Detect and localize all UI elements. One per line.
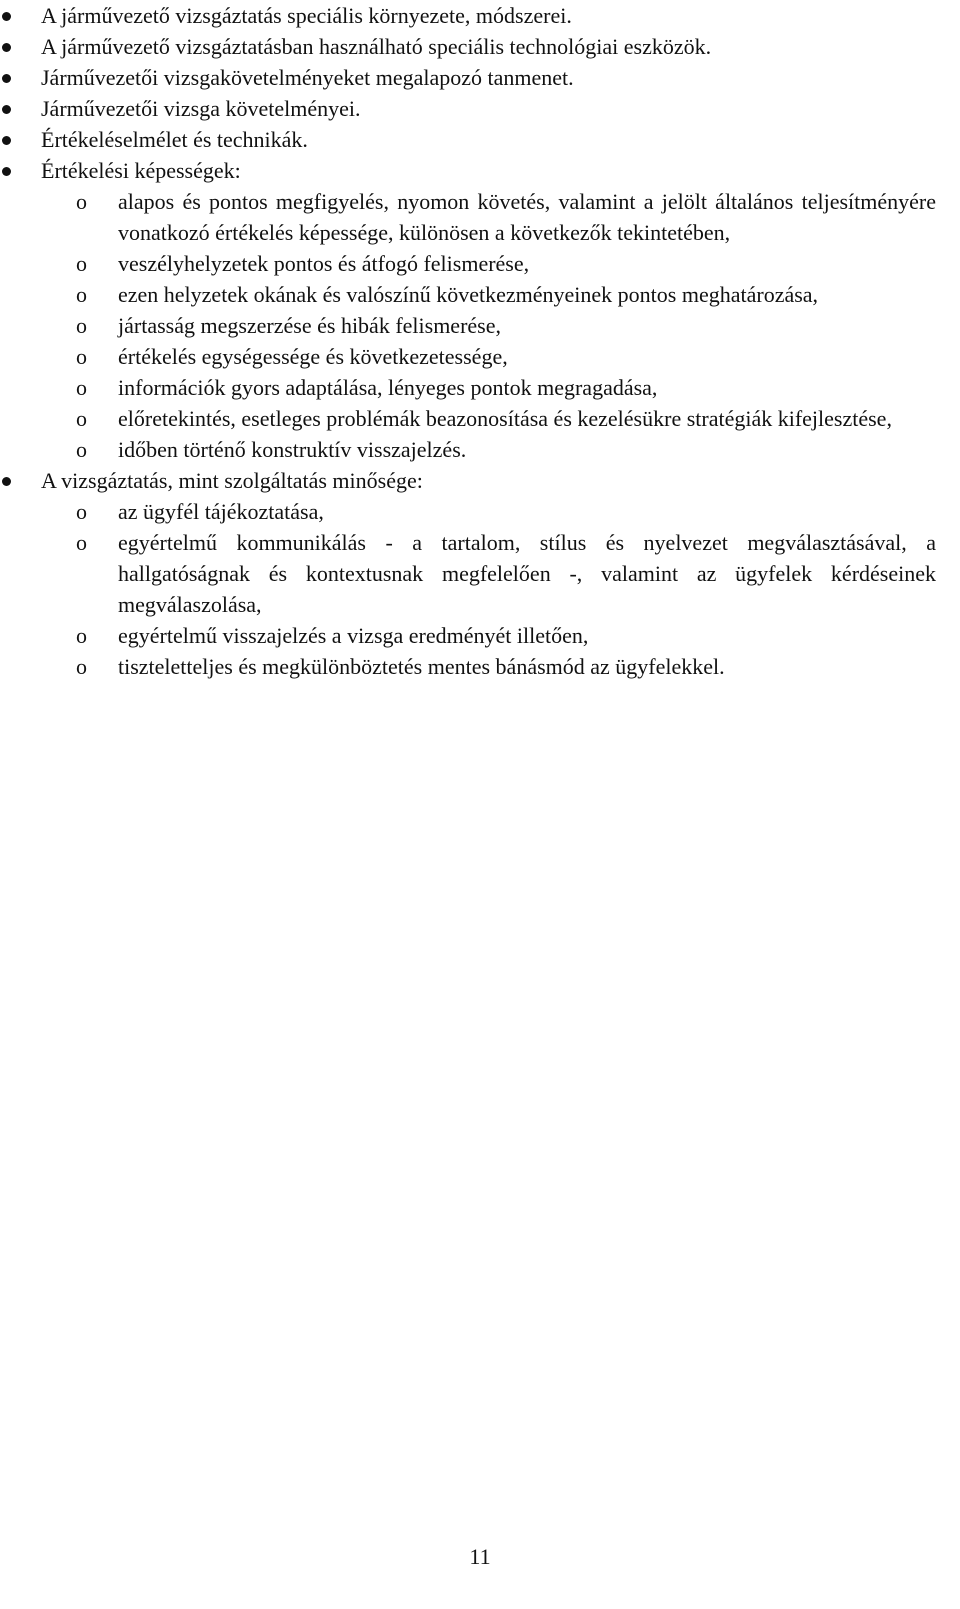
sub-list-item — [0, 496, 936, 527]
list-item — [0, 0, 936, 31]
sub-list-item-text: egyértelmű visszajelzés a vizsga eredményét illetően, — [118, 623, 589, 648]
sub-list-item — [0, 403, 936, 434]
sub-list-item — [0, 248, 936, 279]
sub-list-item — [0, 310, 936, 341]
list-item-text: Járművezetői vizsga követelményei. — [41, 96, 361, 121]
sub-list-item-text: veszélyhelyzetek pontos és átfogó felismerése, — [118, 251, 530, 276]
circle-bullet-icon: o — [76, 406, 87, 431]
circle-bullet-icon: o — [76, 313, 87, 338]
list-item-text: A járművezető vizsgáztatás speciális környezete, módszerei. — [41, 3, 572, 28]
list-item-text: Értékeléselmélet és technikák. — [41, 127, 308, 152]
sub-list-item-text: időben történő konstruktív visszajelzés. — [118, 437, 467, 462]
document-page — [0, 0, 960, 682]
bullet-icon — [2, 167, 11, 176]
sub-list-item-text: értékelés egységessége és következetessége, — [118, 344, 508, 369]
sub-list-item-text: alapos és pontos megfigyelés, nyomon követés, valamint a jelölt általános teljesítményére vonatkozó értékelés képessége, különösen a következők tekintetében, — [118, 189, 936, 245]
circle-bullet-icon: o — [76, 344, 87, 369]
sub-list-item-text: az ügyfél tájékoztatása, — [118, 499, 324, 524]
list-item — [0, 93, 936, 124]
circle-bullet-icon: o — [76, 437, 87, 462]
circle-bullet-icon: o — [76, 499, 87, 524]
circle-bullet-icon: o — [76, 251, 87, 276]
sub-list-item — [0, 620, 936, 651]
list-item — [0, 62, 936, 93]
evaluation-skills-list — [0, 186, 960, 465]
circle-bullet-icon: o — [76, 623, 87, 648]
sub-list-item — [0, 279, 936, 310]
circle-bullet-icon: o — [76, 375, 87, 400]
list-item-text: A járművezető vizsgáztatásban használható speciális technológiai eszközök. — [41, 34, 712, 59]
list-item-text: Járművezetői vizsgakövetelményeket megalapozó tanmenet. — [41, 65, 574, 90]
sub-list-item — [0, 434, 936, 465]
list-item — [0, 124, 936, 155]
sub-list-item-text: tiszteletteljes és megkülönböztetés mentes bánásmód az ügyfelekkel. — [118, 654, 725, 679]
sub-list-item-text: jártasság megszerzése és hibák felismerése, — [118, 313, 501, 338]
list-item — [0, 31, 936, 62]
bullet-icon — [2, 12, 11, 21]
sub-list-item — [0, 372, 936, 403]
bullet-icon — [2, 43, 11, 52]
circle-bullet-icon: o — [76, 530, 87, 555]
sub-list-item — [0, 186, 936, 248]
sub-list-item — [0, 341, 936, 372]
circle-bullet-icon: o — [76, 189, 87, 214]
bullet-icon — [2, 477, 11, 486]
sub-list-item — [0, 527, 936, 620]
sub-list-item-text: előretekintés, esetleges problémák beazonosítása és kezelésükre stratégiák kifejlesztése, — [118, 406, 892, 431]
sub-list-item-text: egyértelmű kommunikálás - a tartalom, stílus és nyelvezet megválasztásával, a hallgatóságnak és kontextusnak megfelelően -, valamint az ügyfelek kérdéseinek megválaszolása, — [118, 530, 936, 617]
sub-list-item-text: ezen helyzetek okának és valószínű következményeinek pontos meghatározása, — [118, 282, 819, 307]
bullet-icon — [2, 136, 11, 145]
list-item-evaluation-skills — [0, 155, 936, 186]
sub-list-item-text: információk gyors adaptálása, lényeges pontok megragadása, — [118, 375, 658, 400]
list-item-service-quality — [0, 465, 936, 496]
page-number: 11 — [469, 1544, 491, 1569]
list-item-text: Értékelési képességek: — [41, 158, 241, 183]
circle-bullet-icon: o — [76, 282, 87, 307]
bullet-icon — [2, 105, 11, 114]
circle-bullet-icon: o — [76, 654, 87, 679]
sub-list-item — [0, 651, 936, 682]
service-quality-list — [0, 496, 960, 682]
list-item-text: A vizsgáztatás, mint szolgáltatás minősége: — [41, 468, 423, 493]
bullet-icon — [2, 74, 11, 83]
